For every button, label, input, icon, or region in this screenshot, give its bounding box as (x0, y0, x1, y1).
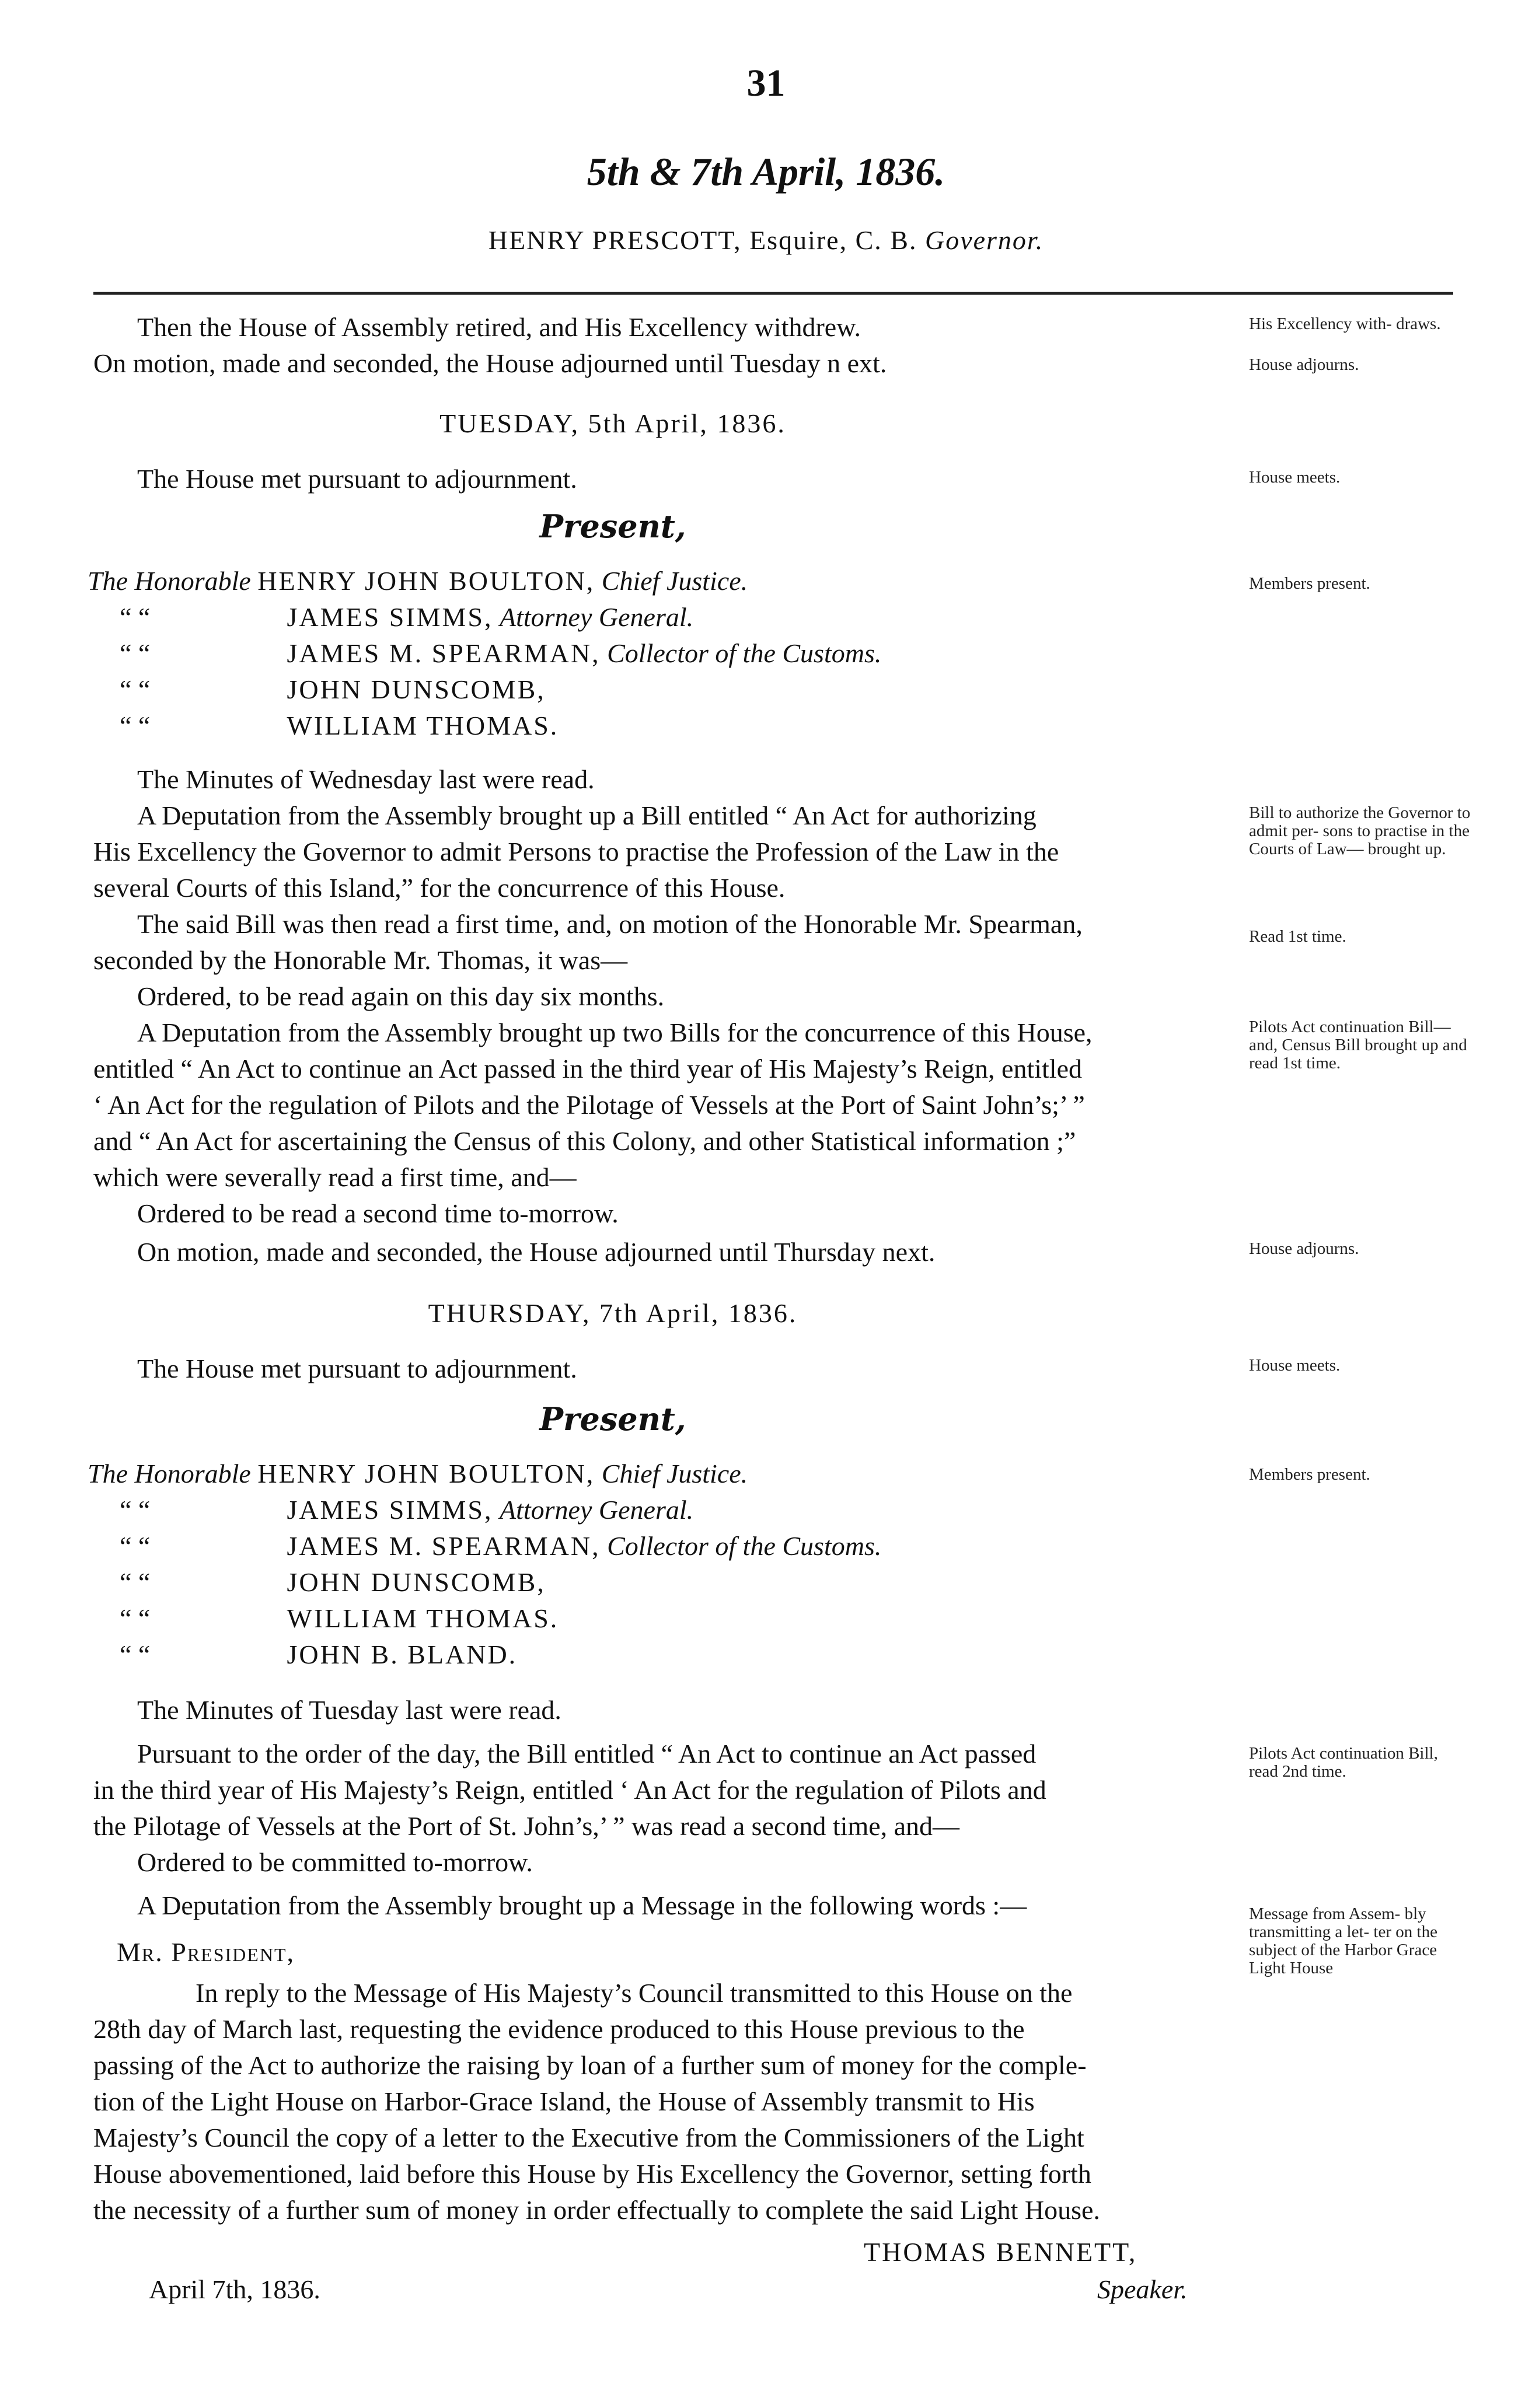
salutation: Mr. President, (117, 1937, 295, 1967)
margin-note-law-bill: Bill to authorize the Governor to admit per- sons to practise in the Courts of Law— brought up. (1249, 803, 1471, 858)
thursday-member-5: “ “ WILLIAM THOMAS. (120, 1603, 559, 1633)
thursday-line-2: Pursuant to the order of the day, the Bill entitled “ An Act to continue an Act passed (137, 1739, 1037, 1769)
tuesday-present-heading: Present, (539, 508, 686, 545)
thursday-present-heading: Present, (539, 1400, 686, 1438)
message-line-4: tion of the Light House on Harbor-Grace Island, the House of Assembly transmit to His (93, 2087, 1035, 2116)
header-rule (93, 292, 1453, 295)
margin-note-meets-2: House meets. (1249, 1356, 1341, 1375)
tuesday-line-4: several Courts of this Island,” for the concurrence of this House. (93, 873, 786, 903)
thursday-line-4: the Pilotage of Vessels at the Port of St. John’s,’ ” was read a second time, and— (93, 1811, 960, 1841)
tuesday-line-6: seconded by the Honorable Mr. Thomas, it was— (93, 945, 628, 975)
thursday-member-4: “ “ JOHN DUNSCOMB, (120, 1567, 546, 1597)
margin-note-pilots-2nd: Pilots Act continuation Bill, read 2nd time. (1249, 1744, 1438, 1781)
tuesday-line-11: and “ An Act for ascertaining the Census of this Colony, and other Statistical information ;” (93, 1126, 1076, 1156)
tuesday-member-5: “ “ WILLIAM THOMAS. (120, 711, 559, 740)
thursday-member-2: “ “ JAMES SIMMS, Attorney General. (120, 1495, 694, 1525)
tuesday-line-14: On motion, made and seconded, the House adjourned until Thursday next. (137, 1237, 936, 1267)
margin-note-read-1st: Read 1st time. (1249, 927, 1346, 946)
governor-name: HENRY PRESCOTT, Esquire, C. B. (488, 225, 917, 255)
tuesday-member-4: “ “ JOHN DUNSCOMB, (120, 674, 546, 704)
thursday-member-3: “ “ JAMES M. SPEARMAN, Collector of the Customs. (120, 1531, 882, 1561)
message-line-3: passing of the Act to authorize the raising by loan of a further sum of money for the comple- (93, 2050, 1087, 2080)
tuesday-member-2: “ “ JAMES SIMMS, Attorney General. (120, 602, 694, 632)
margin-note-adjourns-1: House adjourns. (1249, 355, 1359, 374)
thursday-member-6: “ “ JOHN B. BLAND. (120, 1640, 518, 1669)
message-line-5: Majesty’s Council the copy of a letter to the Executive from the Commissioners of the Light (93, 2123, 1084, 2152)
thursday-line-3: in the third year of His Majesty’s Reign, entitled ‘ An Act for the regulation of Pilots and (93, 1775, 1046, 1805)
tuesday-line-1: The Minutes of Wednesday last were read. (137, 764, 595, 794)
thursday-heading: THURSDAY, 7th April, 1836. (428, 1298, 798, 1328)
signature-title: Speaker. (1097, 2274, 1188, 2304)
thursday-line-1: The Minutes of Tuesday last were read. (137, 1695, 561, 1725)
tuesday-line-2: A Deputation from the Assembly brought up a Bill entitled “ An Act for authorizing (137, 801, 1037, 830)
tuesday-line-10: ‘ An Act for the regulation of Pilots and the Pilotage of Vessels at the Port of Saint John’s;’ ” (93, 1090, 1085, 1120)
governor-line (0, 225, 1532, 256)
margin-note-withdraws: His Excellency with- draws. (1249, 314, 1441, 333)
page-number: 31 (746, 62, 786, 104)
tuesday-line-9: entitled “ An Act to continue an Act passed in the third year of His Majesty’s Reign, entitled (93, 1054, 1082, 1084)
tuesday-line-8: A Deputation from the Assembly brought up two Bills for the concurrence of this House, (137, 1018, 1093, 1047)
message-line-2: 28th day of March last, requesting the evidence produced to this House previous to the (93, 2014, 1025, 2044)
margin-note-meets-1: House meets. (1249, 468, 1341, 487)
signature-name: THOMAS BENNETT, (864, 2237, 1137, 2267)
governor-title: Governor. (924, 225, 1044, 255)
opening-line-2: On motion, made and seconded, the House adjourned until Tuesday n ext. (93, 348, 887, 378)
thursday-line-6: A Deputation from the Assembly brought up a Message in the following words :— (137, 1890, 1027, 1920)
signed-date: April 7th, 1836. (149, 2274, 320, 2304)
tuesday-line-5: The said Bill was then read a first time, and, on motion of the Honorable Mr. Spearman, (137, 909, 1083, 939)
margin-note-message: Message from Assem- bly transmitting a let- ter on the subject of the Harbor Grace Light House (1249, 1904, 1437, 1977)
margin-note-adjourns-2: House adjourns. (1249, 1239, 1359, 1258)
thursday-line-5: Ordered to be committed to-morrow. (137, 1847, 533, 1877)
tuesday-line-7: Ordered, to be read again on this day six months. (137, 981, 665, 1011)
tuesday-member-1: The Honorable HENRY JOHN BOULTON, Chief Justice. (88, 566, 748, 596)
tuesday-met: The House met pursuant to adjournment. (137, 464, 577, 494)
message-line-1: In reply to the Message of His Majesty’s Council transmitted to this House on the (196, 1978, 1073, 2008)
margin-note-members-2: Members present. (1249, 1465, 1370, 1484)
opening-line-1: Then the House of Assembly retired, and His Excellency withdrew. (137, 312, 861, 342)
margin-note-members-1: Members present. (1249, 574, 1370, 593)
tuesday-line-3: His Excellency the Governor to admit Persons to practise the Profession of the Law in the (93, 837, 1059, 866)
thursday-member-1: The Honorable HENRY JOHN BOULTON, Chief Justice. (88, 1459, 748, 1488)
date-heading: 5th & 7th April, 1836. (587, 149, 945, 194)
message-line-6: House abovementioned, laid before this House by His Excellency the Governor, setting forth (93, 2159, 1091, 2189)
message-line-7: the necessity of a further sum of money in order effectually to complete the said Light House. (93, 2195, 1100, 2225)
margin-note-pilots-census: Pilots Act continuation Bill—and, Census Bill brought up and read 1st time. (1249, 1018, 1467, 1072)
tuesday-heading: TUESDAY, 5th April, 1836. (439, 408, 786, 438)
tuesday-member-3: “ “ JAMES M. SPEARMAN, Collector of the Customs. (120, 638, 882, 668)
thursday-met: The House met pursuant to adjournment. (137, 1354, 577, 1383)
tuesday-line-12: which were severally read a first time, and— (93, 1162, 577, 1192)
tuesday-line-13: Ordered to be read a second time to-morrow. (137, 1198, 619, 1228)
